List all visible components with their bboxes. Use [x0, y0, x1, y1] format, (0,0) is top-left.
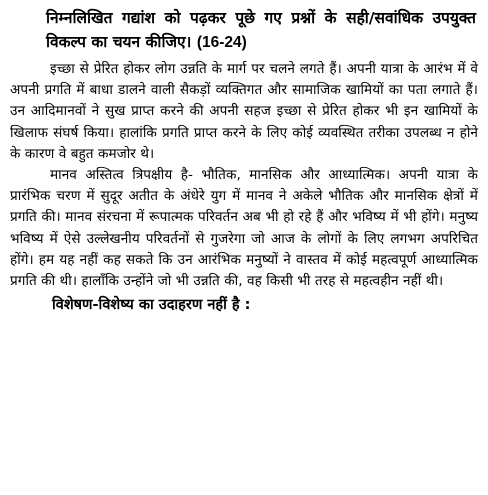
passage-paragraph-2: मानव अस्तित्व त्रिपक्षीय है- भौतिक, मानसिक और आध्यात्मिक। अपनी यात्रा के प्रारंभिक चरण में सुदूर अतीत के अंधेरे युग में मानव ने अकेले भौतिक और मानसिक क्षेत्रों में प्रगति की। मानव संरचना में रूपात्मक परिवर्तन अब भी हो रहे हैं और भविष्य में भी होंगे। मनुष्य भविष्य में ऐसे उल्लेखनीय परिवर्तनों से गुजरेगा जो आज के लोगों के लिए लगभग अपरिचित होंगे। हम यह नहीं कह सकते कि उन आरंभिक मनुष्यों ने वास्तव में कोई महत्वपूर्ण आध्यात्मिक प्रगति की थी। हालाँकि उन्होंने जो भी उन्नति की, वह किसी भी तरह से महत्वहीन नहीं थी।	[10, 167, 478, 290]
passage	[10, 59, 478, 292]
passage-paragraph-1: इच्छा से प्रेरित होकर लोग उन्नति के मार्ग पर चलने लगते हैं। अपनी यात्रा के आरंभ में वे अपनी प्रगति में बाधा डालने वाली सैकड़ों व्यक्तिगत और सामाजिक खामियों का पता लगाते हैं। उन आदिमानवों ने सुख प्राप्त करने की अपनी सहज इच्छा से प्रेरित होकर भी इन खामियों के खिलाफ संघर्ष किया। हालांकि प्रगति प्राप्त करने के लिए कोई व्यवस्थित तरीका उपलब्ध न होने के कारण वे बहुत कमजोर थे।	[10, 61, 478, 162]
instruction-text: निम्नलिखित गद्यांश को पढ़कर पूछे गए प्रश्नों के सही/सवांधिक उपयुक्त विकल्प का चयन कीजिए।	[46, 9, 476, 51]
instruction-heading	[10, 6, 478, 55]
question-range: (16-24)	[196, 34, 247, 51]
question-text: विशेषण-विशेष्य का उदाहरण नहीं है :	[52, 297, 251, 314]
